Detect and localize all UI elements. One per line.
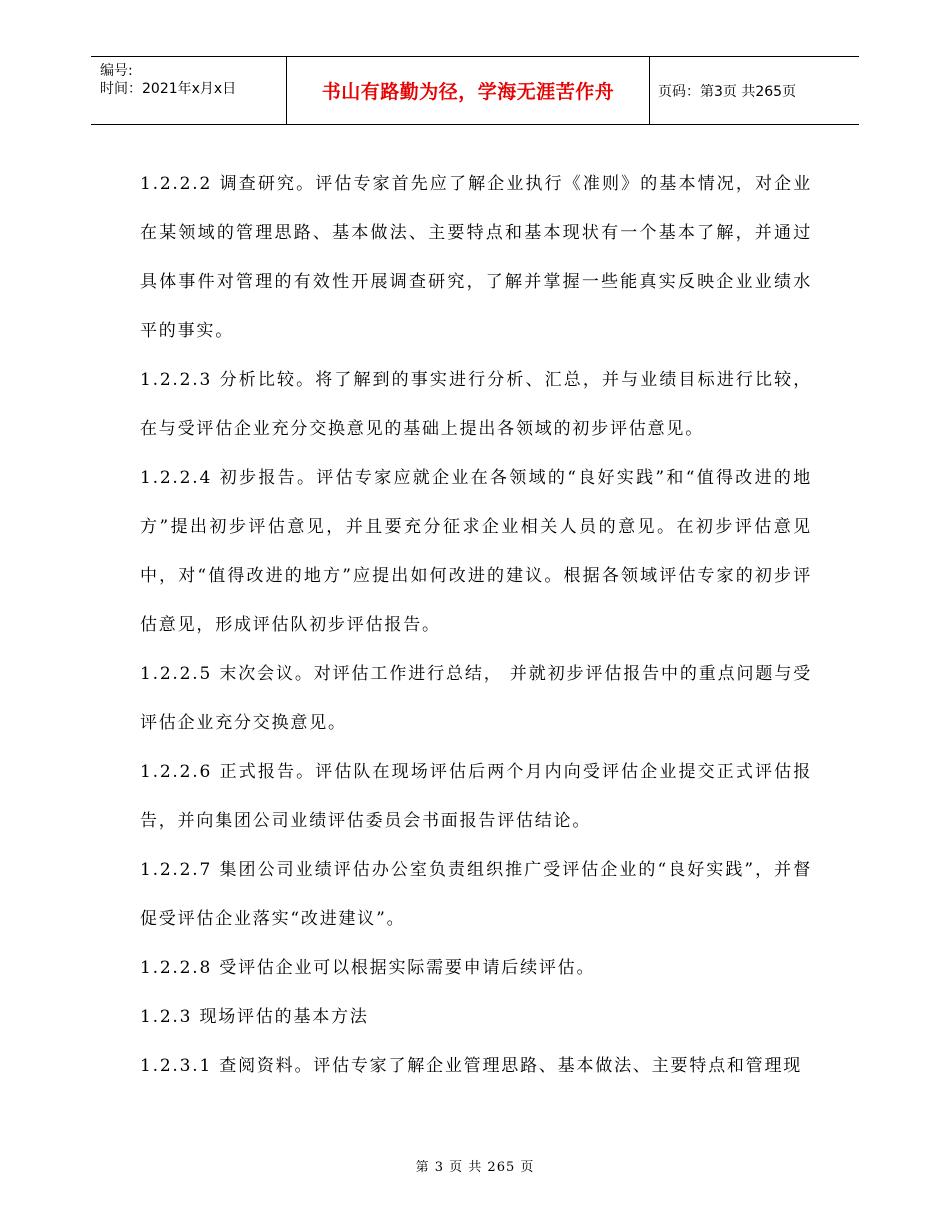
paragraph: 1.2.2.2 调查研究。评估专家首先应了解企业执行《准则》的基本情况，对企业在某领域的管理思路、基本做法、主要特点和基本现状有一个基本了解，并通过具体事件对管理的有效性开展调查研究，了解并掌握一些能真实反映企业业绩水平的事实。	[140, 174, 812, 341]
document-number-label: 编号:	[100, 63, 133, 79]
paragraph: 1.2.2.4 初步报告。评估专家应就企业在各领域的“良好实践”和“值得改进的地方”提出初步评估意见，并且要充分征求企业相关人员的意见。在初步评估意见中，对“值得改进的地方”应提出如何改进的建议。根据各领域评估专家的初步评估意见，形成评估队初步评估报告。	[140, 468, 812, 635]
page-footer: 第 3 页 共 265 页	[415, 1160, 535, 1175]
document-date: 时间：2021年x月x日	[100, 81, 237, 97]
paragraph: 1.2.2.8 受评估企业可以根据实际需要申请后续评估。	[140, 958, 596, 978]
paragraph: 1.2.2.3 分析比较。将了解到的事实进行分析、汇总，并与业绩目标进行比较，在与受评估企业充分交换意见的基础上提出各领域的初步评估意见。	[140, 370, 812, 439]
paragraph: 1.2.2.5 末次会议。对评估工作进行总结， 并就初步评估报告中的重点问题与受评估企业充分交换意见。	[140, 664, 812, 733]
paragraph: 1.2.2.6 正式报告。评估队在现场评估后两个月内向受评估企业提交正式评估报告，并向集团公司业绩评估委员会书面报告评估结论。	[140, 762, 812, 831]
paragraph: 1.2.3.1 查阅资料。评估专家了解企业管理思路、基本做法、主要特点和管理现	[140, 1056, 803, 1076]
page-header	[91, 56, 859, 125]
header-meta	[91, 57, 287, 124]
document-body	[140, 160, 812, 1091]
section-heading: 1.2.3 现场评估的基本方法	[140, 1007, 369, 1027]
paragraph: 1.2.2.7 集团公司业绩评估办公室负责组织推广受评估企业的“良好实践”，并督促受评估企业落实“改进建议”。	[140, 860, 812, 929]
header-motto: 书山有路勤为径，学海无涯苦作舟	[287, 57, 650, 124]
header-page-code: 页码：第3页 共265页	[658, 83, 797, 100]
